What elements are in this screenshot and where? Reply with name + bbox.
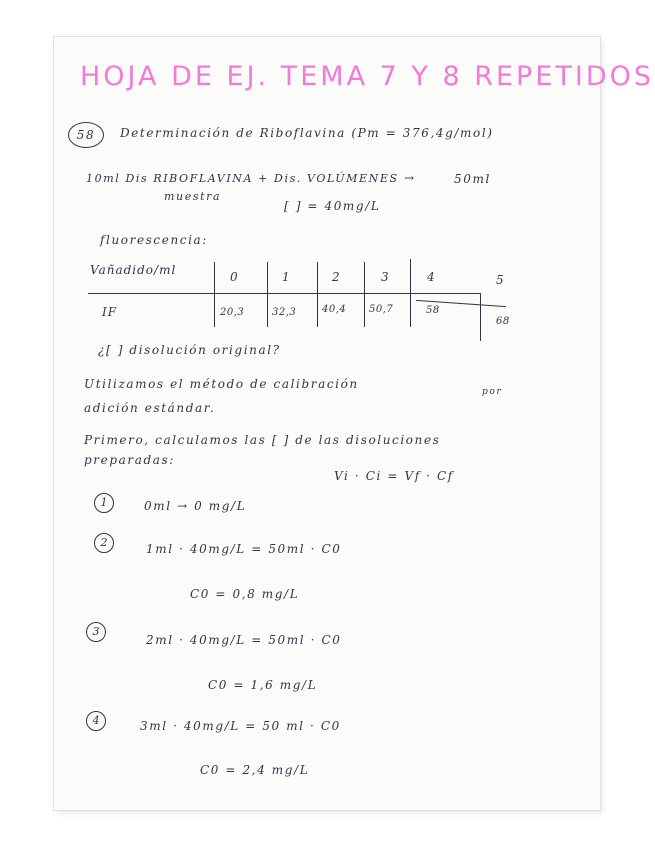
step-equation: 2ml · 40mg/L = 50ml · C0 xyxy=(146,633,342,647)
table-column-line xyxy=(364,262,365,327)
table-header-cell: 0 xyxy=(230,270,239,284)
step-equation: 1ml · 40mg/L = 50ml · C0 xyxy=(146,542,342,556)
stock-concentration: [ ] = 40mg/L xyxy=(284,199,381,213)
problem-statement: Determinación de Riboflavina (Pm = 376,4g/mol) xyxy=(120,126,494,140)
step-result: C0 = 2,4 mg/L xyxy=(200,763,310,777)
notebook-page xyxy=(54,37,655,810)
problem-number: 58 xyxy=(68,122,104,148)
step-number: 4 xyxy=(86,711,106,731)
table-cell: 40,4 xyxy=(322,304,347,315)
step-result: C0 = 0,8 mg/L xyxy=(190,587,300,601)
table-column-line xyxy=(410,259,411,327)
fluorescence-label: fluorescencia: xyxy=(100,233,208,247)
table-cell: 20,3 xyxy=(220,307,245,318)
question-text: ¿[ ] disolución original? xyxy=(98,343,281,357)
first-step-text: Primero, calculamos las [ ] de las disoluciones xyxy=(84,433,441,447)
method-text: Utilizamos el método de calibración xyxy=(84,377,359,391)
step-result: C0 = 1,6 mg/L xyxy=(208,678,318,692)
method-text-cont: adición estándar. xyxy=(84,401,216,415)
table-header-cell: 4 xyxy=(427,270,436,284)
setup-volume: 50ml xyxy=(454,172,491,186)
table-header-cell: 3 xyxy=(381,270,390,284)
step-number: 1 xyxy=(94,493,114,513)
step-number: 3 xyxy=(86,622,106,642)
table-divider xyxy=(88,293,480,294)
table-column-line xyxy=(214,262,215,327)
table-header-cell: 2 xyxy=(332,270,341,284)
table-column-line xyxy=(480,293,481,341)
dilution-formula: Vi · Ci = Vf · Cf xyxy=(334,469,454,483)
table-header-label: Vañadido/ml xyxy=(90,263,177,277)
table-row-label: IF xyxy=(102,305,118,319)
page-title: HOJA DE EJ. TEMA 7 Y 8 REPETIDOS xyxy=(80,61,655,92)
table-cell: 58 xyxy=(426,305,440,316)
setup-line: 10ml Dis RIBOFLAVINA + Dis. VOLÚMENES xyxy=(86,172,399,185)
table-column-line xyxy=(267,262,268,327)
table-column-line xyxy=(317,262,318,327)
step-equation: 3ml · 40mg/L = 50 ml · C0 xyxy=(140,719,341,733)
table-header-cell: 1 xyxy=(282,270,291,284)
first-step-text-cont: preparadas: xyxy=(84,453,175,467)
setup-sample: muestra xyxy=(164,190,222,203)
table-header-cell: 5 xyxy=(496,273,505,287)
table-cell: 32,3 xyxy=(272,307,297,318)
setup-arrow: → xyxy=(404,171,416,185)
method-por: por xyxy=(482,387,503,397)
step-number: 2 xyxy=(94,533,114,553)
table-cell: 68 xyxy=(496,316,510,327)
step-equation: 0ml → 0 mg/L xyxy=(144,499,247,513)
table-cell: 50,7 xyxy=(369,304,394,315)
